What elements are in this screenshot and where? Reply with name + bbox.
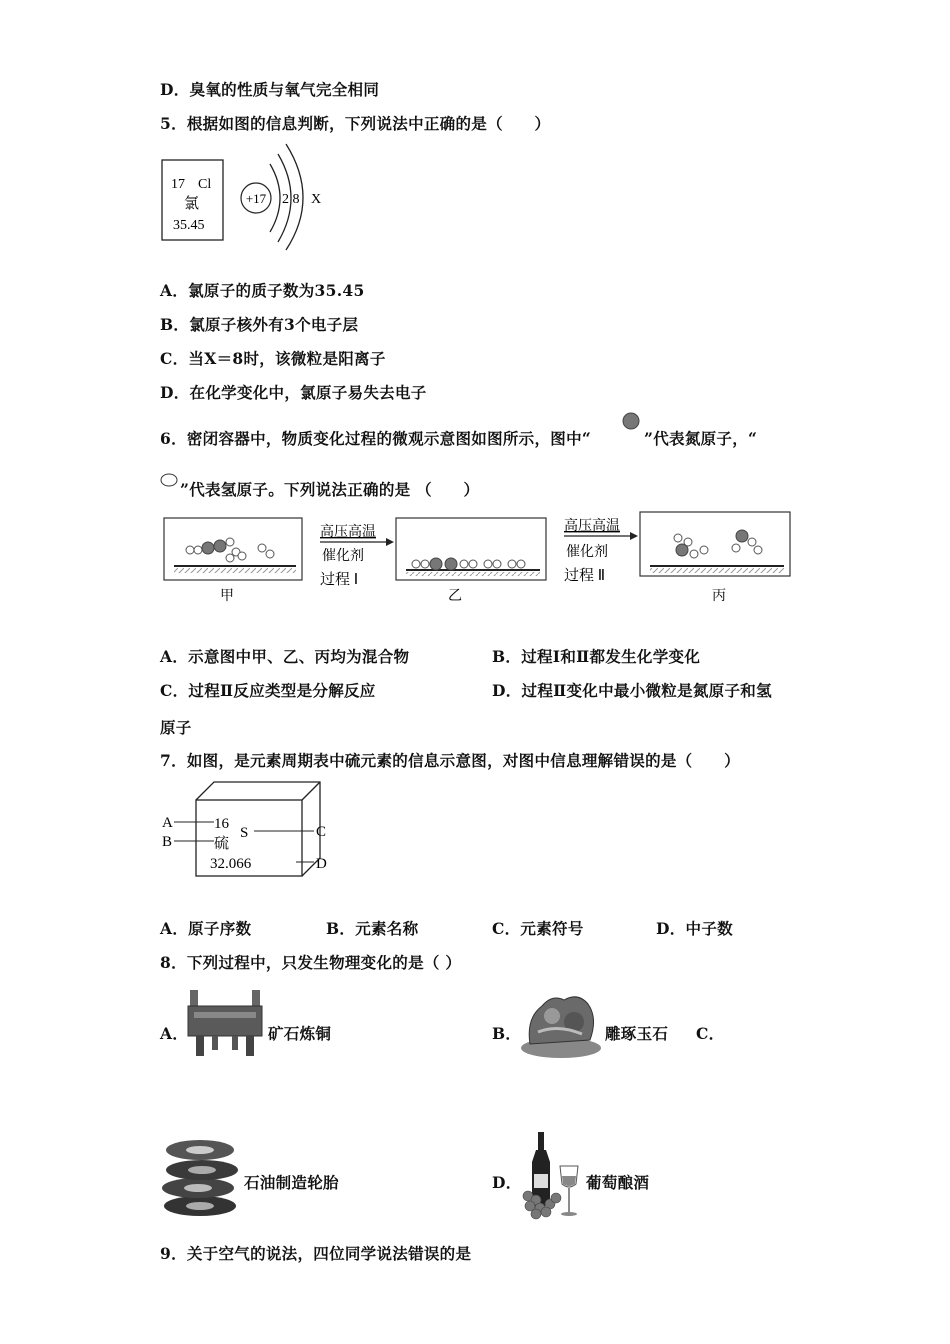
q4-option-d: D．臭氧的性质与氧气完全相同 <box>160 80 380 99</box>
bronze-ding-icon <box>186 984 266 1060</box>
q7-stem: 7．如图，是元素周期表中硫元素的信息示意图，对图中信息理解错误的是（ ） <box>160 751 740 770</box>
element-number: 17 <box>171 177 185 192</box>
q7-option-d: D．中子数 <box>656 919 733 938</box>
q6-stem-part1b: ”代表氮原子，“ <box>644 429 758 448</box>
cube-mass: 32.066 <box>210 856 252 872</box>
q7-option-a: A．原子序数 <box>160 919 252 938</box>
label-jia: 甲 <box>220 589 234 604</box>
q5-option-c: C．当X＝8时，该微粒是阳离子 <box>160 349 386 368</box>
label-yi: 乙 <box>448 589 462 604</box>
cube-symbol: S <box>240 825 249 841</box>
q8-option-d-text: 葡萄酿酒 <box>586 1173 650 1192</box>
q6-option-d: D．过程Ⅱ变化中最小微粒是氮原子和氢 <box>492 681 772 700</box>
q5-option-a: A．氯原子的质子数为35.45 <box>160 281 365 300</box>
q5-option-b: B．氯原子核外有3个电子层 <box>160 315 359 334</box>
arrow2-bot: 过程 Ⅱ <box>564 568 606 584</box>
q7-option-c: C．元素符号 <box>492 919 584 938</box>
q6-option-a: A．示意图中甲、乙、丙均为混合物 <box>160 647 410 666</box>
shell-x: X <box>311 192 322 207</box>
jade-carving-icon <box>518 988 604 1060</box>
hydrogen-atom-icon <box>158 470 180 490</box>
q6-option-d-cont: 原子 <box>160 718 192 737</box>
element-name: 氯 <box>184 196 200 212</box>
label-d: D <box>316 856 327 872</box>
chlorine-diagram <box>158 140 338 252</box>
q6-option-b: B．过程Ⅰ和Ⅱ都发生化学变化 <box>492 647 701 666</box>
cube-name: 硫 <box>214 836 230 852</box>
reaction-diagram <box>160 508 802 608</box>
label-a: A <box>162 815 173 831</box>
nitrogen-atom-icon <box>620 410 642 432</box>
q8-option-a-text: 矿石炼铜 <box>268 1024 332 1043</box>
nucleus-charge: +17 <box>245 191 267 206</box>
label-b: B <box>162 834 173 850</box>
label-c: C <box>316 824 327 840</box>
q6-stem-part2: ”代表氢原子。下列说法正确的是 （ ） <box>180 480 480 499</box>
q6-option-c: C．过程Ⅱ反应类型是分解反应 <box>160 681 376 700</box>
cube-number: 16 <box>214 816 229 832</box>
q8-option-d-letter: D． <box>492 1173 522 1192</box>
q8-option-c-text: 石油制造轮胎 <box>244 1173 339 1192</box>
shell-electrons: 2 8 <box>282 192 300 207</box>
sulfur-cube-diagram <box>158 778 338 882</box>
arrow1-mid: 催化剂 <box>322 549 364 564</box>
q8-option-a-letter: A． <box>160 1024 189 1043</box>
q8-option-b-text: 雕琢玉石 <box>605 1024 669 1043</box>
element-mass: 35.45 <box>173 218 205 233</box>
arrow1-top: 高压高温 <box>320 525 376 540</box>
q8-option-c-letter: C． <box>696 1024 725 1043</box>
arrow1-bot: 过程 Ⅰ <box>320 572 359 588</box>
q5-option-d: D．在化学变化中，氯原子易失去电子 <box>160 383 427 402</box>
label-bing: 丙 <box>712 589 726 604</box>
arrow2-mid: 催化剂 <box>566 545 608 560</box>
q8-stem: 8．下列过程中，只发生物理变化的是（ ） <box>160 953 462 972</box>
q5-stem: 5．根据如图的信息判断，下列说法中正确的是（ ） <box>160 114 551 133</box>
element-symbol: Cl <box>198 177 212 192</box>
q8-option-b-letter: B． <box>492 1024 522 1043</box>
wine-grapes-icon <box>520 1130 584 1220</box>
tires-icon <box>160 1136 242 1218</box>
q7-option-b: B．元素名称 <box>326 919 419 938</box>
arrow2-top: 高压高温 <box>564 519 620 534</box>
q9-stem: 9．关于空气的说法，四位同学说法错误的是 <box>160 1244 472 1263</box>
q6-stem-part1: 6．密闭容器中，物质变化过程的微观示意图如图所示，图中“ <box>160 429 592 448</box>
